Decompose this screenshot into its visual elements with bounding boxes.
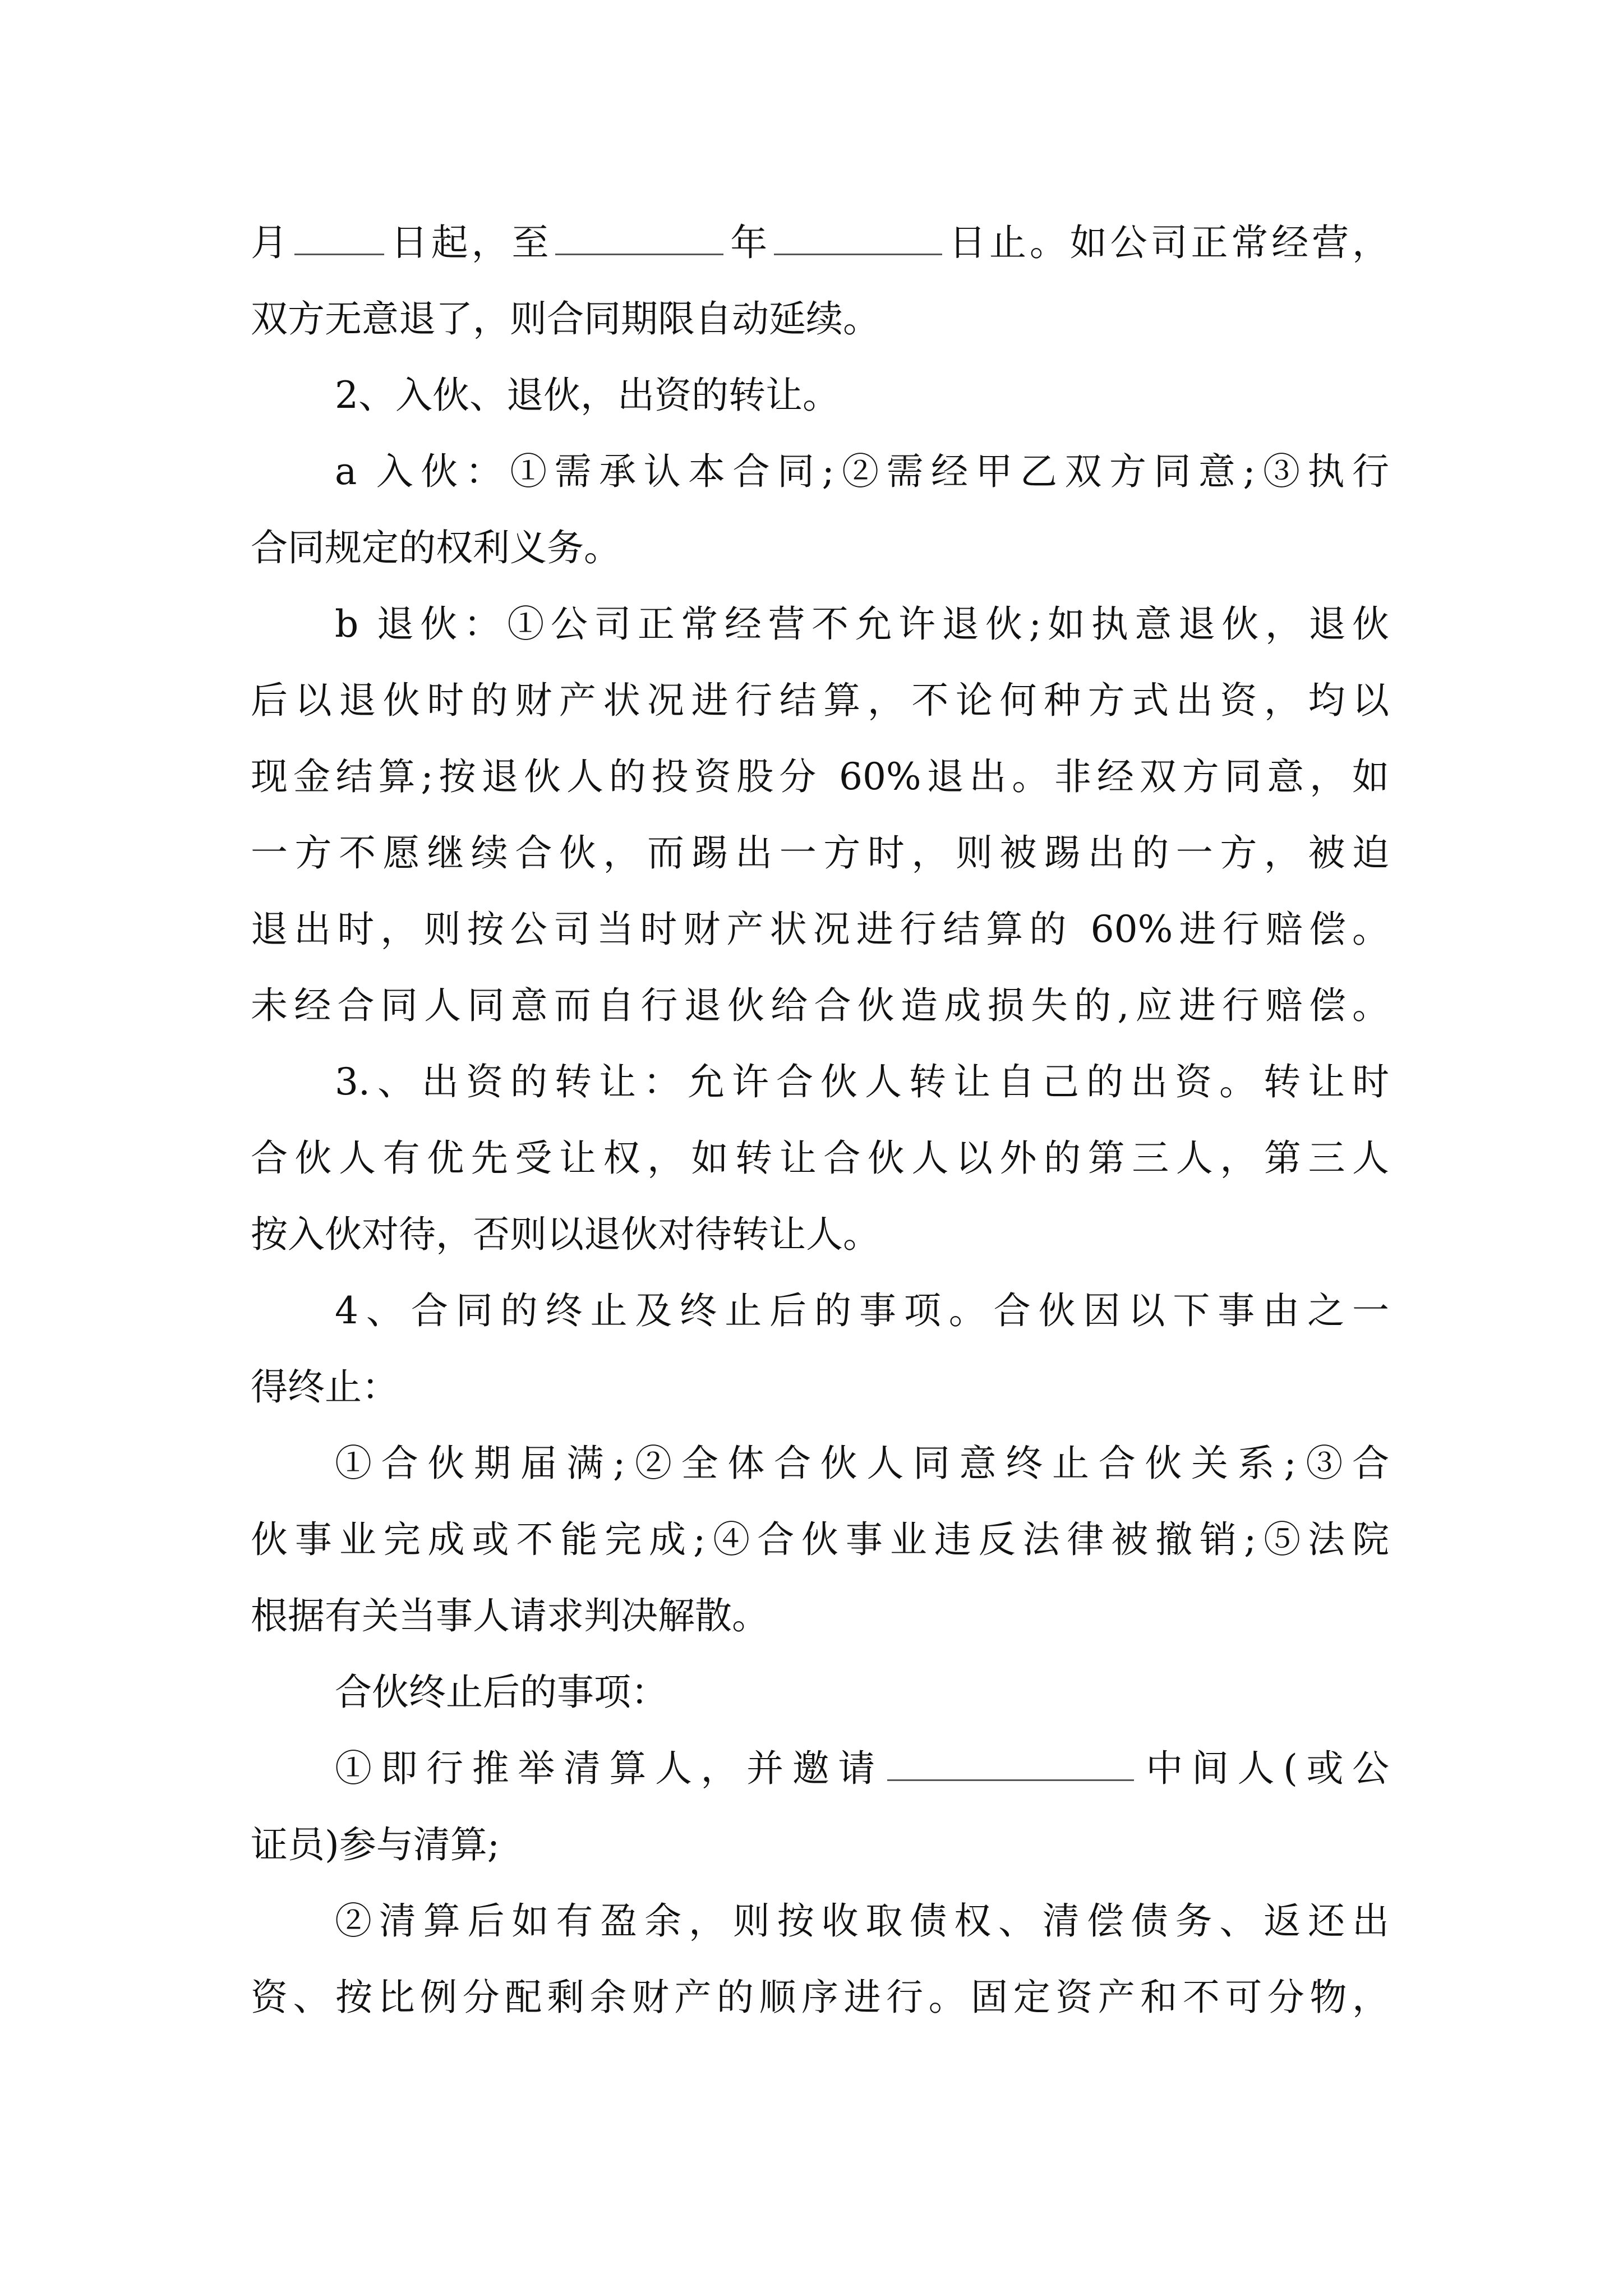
text-segment: 日止。如公司正常经营，	[946, 221, 1390, 264]
text-segment: 日起，至	[387, 221, 552, 264]
text-segment: 年	[727, 221, 771, 264]
paragraph-line	[335, 1731, 1389, 1807]
paragraph-line: 双方无意退了，则合同期限自动延续。	[251, 297, 880, 341]
paragraph-line: 合伙人有优先受让权，如转让合伙人以外的第三人，第三人	[251, 1137, 1389, 1180]
paragraph-line: 按入伙对待，否则以退伙对待转让人。	[251, 1213, 880, 1256]
paragraph-line	[251, 205, 1389, 281]
paragraph-line: 后以退伙时的财产状况进行结算，不论何种方式出资，均以	[251, 679, 1389, 722]
paragraph-line: 合同规定的权利义务。	[251, 526, 621, 569]
paragraph-line: 3.、出资的转让：允许合伙人转让自己的出资。转让时	[335, 1060, 1389, 1103]
paragraph-line: 退出时，则按公司当时财产状况进行结算的 60%进行赔偿。	[251, 908, 1389, 951]
paragraph-line: 一方不愿继续合伙，而踢出一方时，则被踢出的一方，被迫	[251, 831, 1389, 875]
paragraph-line: 资、按比例分配剩余财产的顺序进行。固定资产和不可分物，	[251, 1976, 1389, 2019]
paragraph-line: 4、合同的终止及终止后的事项。合伙因以下事由之一	[335, 1289, 1389, 1332]
paragraph-line: a 入伙：①需承认本合同;②需经甲乙双方同意;③执行	[335, 450, 1389, 493]
paragraph-line: 根据有关当事人请求判决解散。	[251, 1594, 769, 1637]
paragraph-line: b 退伙：①公司正常经营不允许退伙;如执意退伙，退伙	[335, 602, 1389, 646]
paragraph-line: ②清算后如有盈余，则按收取债权、清偿债务、返还出	[335, 1899, 1389, 1943]
text-segment: ①即行推举清算人，并邀请	[335, 1747, 884, 1790]
text-segment: 中间人(或公	[1137, 1747, 1390, 1790]
fill-in-blank	[294, 253, 384, 255]
paragraph-line: ①合伙期届满;②全体合伙人同意终止合伙关系;③合	[335, 1442, 1389, 1485]
paragraph-line: 未经合同人同意而自行退伙给合伙造成损失的,应进行赔偿。	[251, 984, 1389, 1027]
paragraph-line: 得终止：	[251, 1365, 399, 1409]
paragraph-line: 伙事业完成或不能完成;④合伙事业违反法律被撤销;⑤法院	[251, 1518, 1389, 1561]
text-segment: 月	[251, 221, 291, 264]
fill-in-blank	[555, 253, 723, 255]
fill-in-blank	[887, 1779, 1134, 1781]
paragraph-line: 合伙终止后的事项：	[335, 1671, 668, 1714]
fill-in-blank	[774, 253, 942, 255]
paragraph-line: 证员)参与清算;	[251, 1823, 500, 1866]
paragraph-line: 2、入伙、退伙，出资的转让。	[335, 374, 840, 417]
paragraph-line: 现金结算;按退伙人的投资股分 60%退出。非经双方同意，如	[251, 755, 1389, 798]
